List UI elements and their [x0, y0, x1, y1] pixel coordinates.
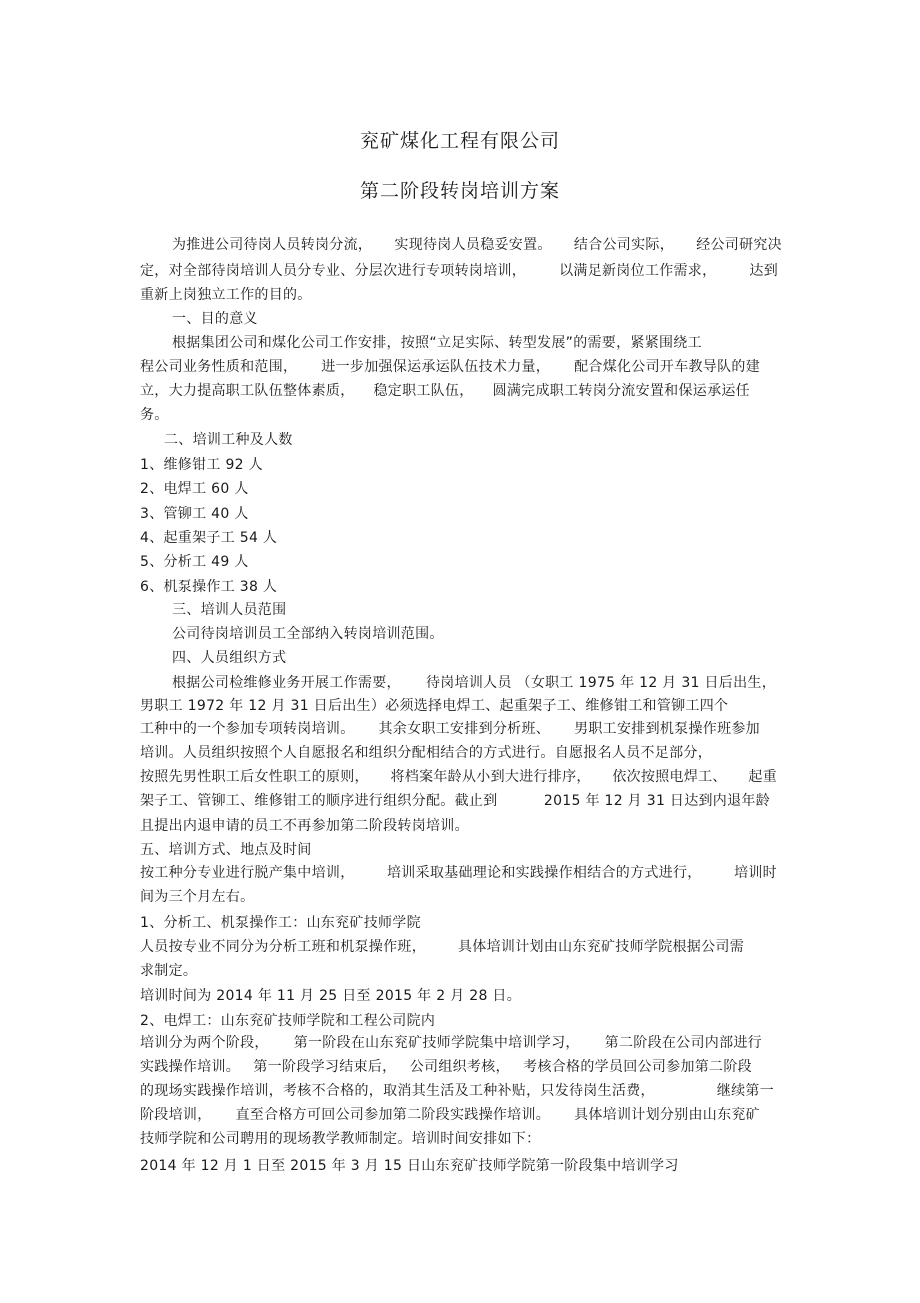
section-5-heading: 五、培训方式、地点及时间: [140, 842, 312, 858]
trade-item-4: 4、起重架子工 54 人: [140, 530, 278, 546]
text-segment: 圆满完成职工转岗分流安置和保运承运任: [492, 383, 750, 399]
text-segment: 的现场实践操作培训，考核不合格的，取消其生活及工种补贴，只发待岗生活费，: [140, 1083, 655, 1099]
text-segment: 培训分为两个阶段，: [140, 1035, 269, 1051]
section-4-line-3: [140, 720, 760, 738]
section-4-line-1: [172, 674, 776, 692]
text-segment: 以满足新岗位工作需求，: [559, 263, 717, 279]
section-2-heading: 二、培训工种及人数: [164, 432, 293, 448]
text-segment: 培训采取基础理论和实践操作相结合的方式进行，: [386, 865, 702, 881]
subsection-1-heading: 1、分析工、机泵操作工：山东兖矿技师学院: [140, 915, 421, 931]
trade-item-6: 6、机泵操作工 38 人: [140, 579, 278, 595]
text-segment: 男职工安排到机泵操作班参加: [574, 721, 760, 737]
text-segment: 其余女职工安排到分析班、: [378, 721, 551, 737]
trade-item-5: 5、分析工 49 人: [140, 554, 249, 570]
text-segment: 第二阶段在公司内部进行: [604, 1035, 762, 1051]
intro-line-2: [140, 262, 778, 280]
text-segment: 阶段培训，: [140, 1107, 212, 1123]
text-segment: 实践操作培训。: [140, 1059, 241, 1075]
text-segment: 稳定职工队伍，: [373, 383, 474, 399]
text-segment: 为推进公司待岗人员转岗分流，: [172, 237, 373, 253]
section-4-line-2: 男职工 1972 年 12 月 31 日后出生）必须选择电焊工、起重架子工、维修钳工和管铆工四个: [140, 698, 729, 714]
text-segment: 继续第一: [716, 1083, 774, 1099]
subsection-2-line-3: [140, 1082, 774, 1100]
subsection-2-line-4: [140, 1106, 760, 1124]
text-segment: 第一阶段在山东兖矿技师学院集中培训学习，: [293, 1035, 580, 1051]
text-segment: 达到: [749, 263, 778, 279]
subsection-1-line-2: 求制定。: [140, 963, 198, 979]
text-segment: 起重: [748, 769, 777, 785]
document-title: 第二阶段转岗培训方案: [359, 180, 560, 202]
section-4-heading: 四、人员组织方式: [172, 650, 287, 666]
text-segment: 待岗培训人员 （女职工 1975 年 12 月 31 日后出生，: [425, 675, 776, 691]
trade-item-2: 2、电焊工 60 人: [140, 481, 249, 497]
subsection-2-line-6: 2014 年 12 月 1 日至 2015 年 3 月 15 日山东兖矿技师学院第一阶段集中培训学习: [140, 1158, 679, 1174]
text-segment: 2015 年 12 月 31 日达到内退年龄: [543, 793, 770, 809]
subsection-2-heading: 2、电焊工：山东兖矿技师学院和工程公司院内: [140, 1013, 436, 1029]
text-segment: 依次按照电焊工、: [612, 769, 727, 785]
text-segment: 将档案年龄从小到大进行排序，: [390, 769, 591, 785]
text-segment: 公司组织考核，: [409, 1059, 510, 1075]
company-name: 兖矿煤化工程有限公司: [359, 130, 560, 152]
text-segment: 按工种分专业进行脱产集中培训，: [140, 865, 355, 881]
section-5-line-1: [140, 864, 777, 882]
intro-line-3: 重新上岗独立工作的目的。: [140, 287, 312, 303]
subsection-1-line-3: 培训时间为 2014 年 11 月 25 日至 2015 年 2 月 28 日。: [140, 988, 522, 1004]
text-segment: 具体培训计划分别由山东兖矿: [574, 1107, 760, 1123]
trade-item-3: 3、管铆工 40 人: [140, 506, 249, 522]
subsection-2-line-1: [140, 1034, 762, 1052]
text-segment: 第一阶段学习结束后，: [253, 1059, 397, 1075]
text-segment: 架子工、管铆工、维修钳工的顺序进行组织分配。截止到: [140, 793, 498, 809]
text-segment: 培训时: [734, 865, 777, 881]
text-segment: 实现待岗人员稳妥安置。: [394, 237, 552, 253]
section-4-line-4: 培训。人员组织按照个人自愿报名和组织分配相结合的方式进行。自愿报名人员不足部分，: [140, 745, 712, 761]
text-segment: 人员按专业不同分为分析工班和机泵操作班，: [140, 939, 426, 955]
text-segment: 具体培训计划由山东兖矿技师学院根据公司需: [458, 939, 744, 955]
intro-line-1: [172, 236, 782, 254]
text-segment: 配合煤化公司开车教导队的建: [574, 359, 760, 375]
section-3-text: 公司待岗培训员工全部纳入转岗培训范围。: [172, 626, 444, 642]
text-segment: 按照先男性职工后女性职工的原则，: [140, 769, 369, 785]
section-1-line-2: [140, 358, 760, 376]
section-5-line-2: 间为三个月左右。: [140, 889, 255, 905]
section-1-line-4: 务。: [140, 407, 169, 423]
section-1-line-1: 根据集团公司和煤化公司工作安排，按照“立足实际、转型发展”的需要，紧紧围绕工: [172, 335, 702, 351]
text-segment: 定，对全部待岗培训人员分专业、分层次进行专项转岗培训，: [140, 263, 527, 279]
section-1-heading: 一、目的意义: [172, 311, 258, 327]
section-3-heading: 三、培训人员范围: [172, 602, 287, 618]
text-segment: 考核合格的学员回公司参加第二阶段: [523, 1059, 752, 1075]
text-segment: 经公司研究决: [696, 237, 782, 253]
subsection-1-line-1: [140, 938, 744, 956]
text-segment: 程公司业务性质和范围，: [140, 359, 298, 375]
section-4-line-7: 且提出内退申请的员工不再参加第二阶段转岗培训。: [140, 818, 469, 834]
text-segment: 直至合格方可回公司参加第二阶段实践操作培训。: [235, 1107, 551, 1123]
text-segment: 根据公司检维修业务开展工作需要，: [172, 675, 401, 691]
text-segment: 结合公司实际，: [573, 237, 674, 253]
trade-item-1: 1、维修钳工 92 人: [140, 457, 263, 473]
text-segment: 立，大力提高职工队伍整体素质，: [140, 383, 355, 399]
section-4-line-5: [140, 768, 777, 786]
section-1-line-3: [140, 382, 750, 400]
subsection-2-line-5: 技师学院和公司聘用的现场教学教师制定。培训时间安排如下：: [140, 1131, 541, 1147]
text-segment: 工种中的一个参加专项转岗培训。: [140, 721, 355, 737]
subsection-2-line-2: [140, 1058, 752, 1076]
section-4-line-6: [140, 792, 770, 810]
text-segment: 进一步加强保运承运队伍技术力量，: [321, 359, 551, 375]
